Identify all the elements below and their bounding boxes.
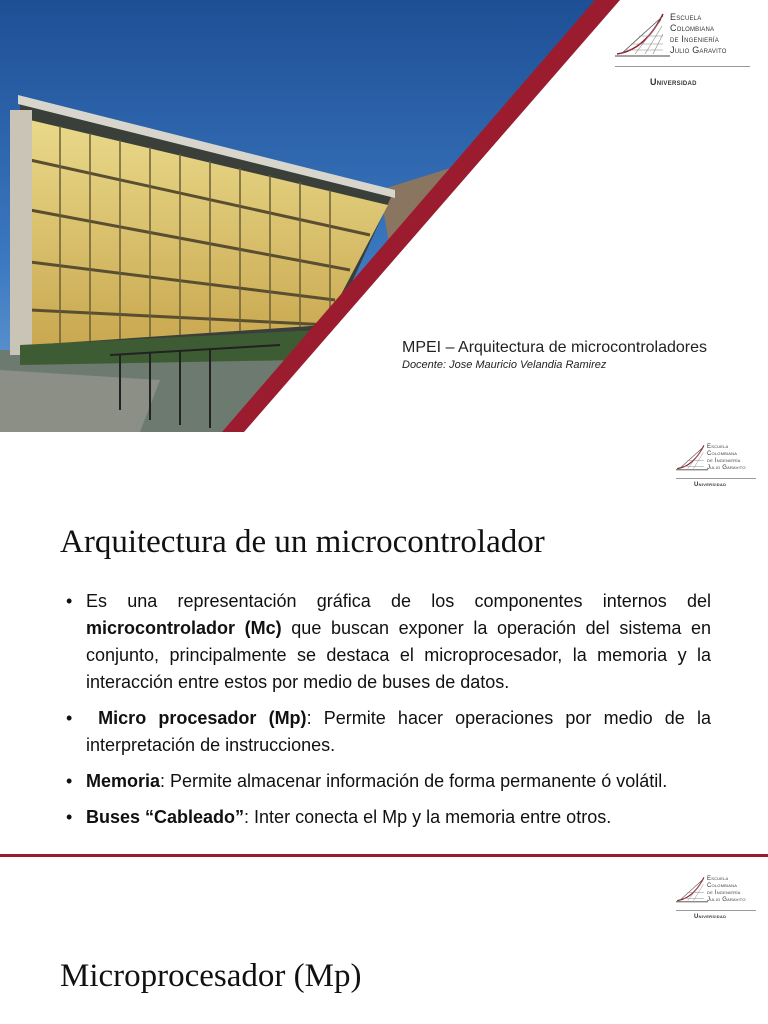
title-slide xyxy=(0,0,768,432)
logo-line: Escuela xyxy=(707,444,729,450)
slide-title: Microprocesador (Mp) xyxy=(60,958,362,994)
logo-line: de Ingeniería xyxy=(670,34,719,44)
logo-line: Escuela xyxy=(707,876,729,882)
university-logo xyxy=(676,442,756,492)
slide-title: Arquitectura de un microcontrolador xyxy=(60,524,545,560)
instructor-name: Docente: Jose Mauricio Velandia Ramirez xyxy=(402,359,607,371)
logo-emblem-icon xyxy=(676,442,708,472)
logo-emblem-icon xyxy=(676,874,708,904)
logo-line: Julio Garavito xyxy=(707,897,746,903)
logo-divider xyxy=(615,66,750,67)
logo-emblem-icon xyxy=(615,10,670,58)
content-slide xyxy=(0,432,768,864)
course-title: MPEI – Arquitectura de microcontroladores xyxy=(402,339,708,356)
logo-line: Colombiana xyxy=(707,883,738,889)
footer-divider xyxy=(0,854,768,857)
bullet-text: : Inter conecta el Mp y la memoria entre otros. xyxy=(244,807,612,827)
bullet-bold-text: microcontrolador (Mc) xyxy=(86,618,282,638)
logo-line: Julio Garavito xyxy=(670,45,727,55)
logo-line: Julio Garavito xyxy=(707,465,746,471)
logo-line: de Ingeniería xyxy=(707,458,741,464)
logo-subtitle: Universidad xyxy=(694,914,727,920)
logo-line: Colombiana xyxy=(670,23,715,33)
list-item xyxy=(66,768,711,795)
list-item xyxy=(66,705,711,759)
university-logo xyxy=(676,874,756,924)
logo-subtitle: Universidad xyxy=(650,77,697,87)
bullet-text: : Permite almacenar información de forma permanente ó volátil. xyxy=(160,771,668,791)
bullet-text: : Permite hacer operaciones por medio de la interpretación de instrucciones. xyxy=(86,708,711,755)
logo-line: de Ingeniería xyxy=(707,890,741,896)
bullet-bold-text: Memoria xyxy=(86,771,161,791)
bullet-text: Es una representación gráfica de los componentes internos del xyxy=(86,591,711,611)
logo-line: Colombiana xyxy=(707,451,738,457)
bullet-bold-text: Buses “Cableado” xyxy=(86,807,245,827)
bullet-bold-text: Micro procesador (Mp) xyxy=(86,708,307,728)
list-item xyxy=(66,588,711,696)
logo-subtitle: Universidad xyxy=(694,482,727,488)
university-logo xyxy=(615,10,750,90)
logo-line: Escuela xyxy=(670,12,702,22)
content-slide xyxy=(0,864,768,1024)
bullet-text: que buscan exponer la operación del sistema en conjunto, principalmente se destaca el microprocesador, la memoria y la interacción entre estos por medio de buses de datos. xyxy=(86,618,711,692)
logo-divider xyxy=(676,910,756,911)
bullet-list xyxy=(66,588,711,840)
logo-divider xyxy=(676,478,756,479)
list-item xyxy=(66,804,711,831)
